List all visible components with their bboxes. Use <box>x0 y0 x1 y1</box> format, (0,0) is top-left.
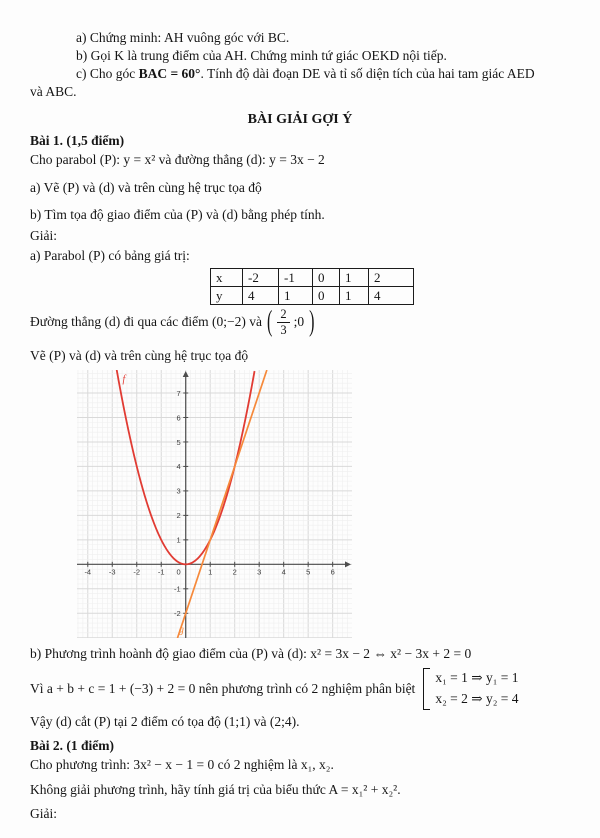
draw-instruction: Vẽ (P) và (d) và trên cùng hệ trục tọa độ <box>30 348 249 363</box>
table-cell: 0 <box>313 287 340 305</box>
fraction-two-thirds <box>277 307 289 338</box>
bai2-given: Cho phương trình: 3x² − x − 1 = 0 có 2 nghiệm là x₁, x₂. <box>30 757 334 772</box>
svg-text:-2: -2 <box>133 567 141 577</box>
svg-text:4: 4 <box>281 567 286 577</box>
svg-text:5: 5 <box>176 437 181 447</box>
table-row-x <box>211 269 414 287</box>
svg-text:-3: -3 <box>108 567 116 577</box>
svg-text:3: 3 <box>257 567 262 577</box>
fraction-numerator: 2 <box>280 307 287 321</box>
svg-text:4: 4 <box>176 462 181 472</box>
problem-line-b <box>76 48 447 64</box>
line-d-prefix: Đường thẳng (d) đi qua các điểm (0;−2) và <box>30 314 262 330</box>
svg-text:2: 2 <box>232 567 237 577</box>
bai1-part-a: a) Vẽ (P) và (d) và trên cùng hệ trục tọa độ <box>30 180 262 195</box>
close-paren: ) <box>309 306 315 339</box>
viete-prefix: Vì a + b + c = 1 + (−3) + 2 = 0 nên phương trình có 2 nghiệm phân biệt <box>30 680 416 696</box>
viete-line <box>30 668 519 710</box>
svg-text:6: 6 <box>176 413 181 423</box>
line-d-points <box>30 307 315 338</box>
svg-text:2: 2 <box>176 511 181 521</box>
solution-system <box>423 668 518 710</box>
svg-text:-2: -2 <box>174 609 181 619</box>
table-cell: 1 <box>279 287 313 305</box>
svg-text:5: 5 <box>306 567 311 577</box>
svg-text:6: 6 <box>330 567 335 577</box>
bai1-part-b: b) Tìm tọa độ giao điểm của (P) và (d) bằng phép tính. <box>30 207 325 222</box>
problem-line-a-text: a) Chứng minh: AH vuông góc với BC. <box>76 30 290 45</box>
value-table-container <box>210 268 414 305</box>
svg-text:1: 1 <box>208 567 213 577</box>
bai1-solve-label: Giải: <box>30 228 57 243</box>
curve-label-g: g <box>178 624 184 636</box>
table-cell: -1 <box>279 269 313 287</box>
bai2-solve-label: Giải: <box>30 806 57 821</box>
system-row-1: x₁ = 1 ⇒ y₁ = 1 <box>435 670 519 685</box>
bai1-title: Bài 1. (1,5 điểm) <box>30 133 125 148</box>
svg-text:0: 0 <box>176 567 181 577</box>
table-cell: 1 <box>340 287 369 305</box>
open-paren: ( <box>267 306 273 339</box>
svg-text:3: 3 <box>176 486 181 496</box>
svg-text:7: 7 <box>176 388 181 398</box>
value-table <box>210 268 414 305</box>
system-row-2: x₂ = 2 ⇒ y₂ = 4 <box>435 690 519 706</box>
bai2-title: Bài 2. (1 điểm) <box>30 738 114 753</box>
bai2-task: Không giải phương trình, hãy tính giá trị của biểu thức A = x₁² + x₂². <box>30 782 401 797</box>
table-row-y <box>211 287 414 305</box>
problem-line-c-cont-text: và ABC. <box>30 84 77 99</box>
table-cell: 1 <box>340 269 369 287</box>
table-cell: 4 <box>243 287 279 305</box>
table-cell: 2 <box>369 269 414 287</box>
problem-line-c-pre: c) Cho góc <box>76 66 139 81</box>
table-cell: 0 <box>313 269 340 287</box>
fraction-denominator: 3 <box>277 322 289 338</box>
svg-text:-1: -1 <box>174 584 181 594</box>
problem-line-b-text: b) Gọi K là trung điểm của AH. Chứng minh tứ giác OEKD nội tiếp. <box>76 48 447 63</box>
problem-line-c-cont <box>30 84 77 100</box>
solution-heading: BÀI GIẢI GỢI Ý <box>247 112 353 127</box>
table-cell: 4 <box>369 287 414 305</box>
angle-value: BAC = 60° <box>138 66 201 81</box>
table-cell: y <box>211 287 243 305</box>
part-b-solution: b) Phương trình hoành độ giao điểm của (P) và (d): x² = 3x − 2 ⇔ x² − 3x + 2 = 0 <box>30 646 472 661</box>
table-cell: -2 <box>243 269 279 287</box>
bai1-conclusion: Vậy (d) cắt (P) tại 2 điểm có tọa độ (1;1) và (2;4). <box>30 714 300 729</box>
graph-svg <box>77 370 352 638</box>
bai1-given: Cho parabol (P): y = x² và đường thẳng (d): y = 3x − 2 <box>30 152 325 167</box>
problem-line-c <box>76 66 535 82</box>
svg-text:-1: -1 <box>157 567 165 577</box>
table-cell: x <box>211 269 243 287</box>
problem-line-c-post: . Tính độ dài đoạn DE và tỉ số diện tích của hai tam giác AED <box>200 66 535 81</box>
fraction-suffix: ;0 <box>293 314 305 330</box>
table-intro: a) Parabol (P) có bảng giá trị: <box>30 248 190 263</box>
coordinate-graph <box>77 370 352 638</box>
curve-label-f: f <box>122 373 126 385</box>
svg-text:-4: -4 <box>84 567 92 577</box>
svg-text:1: 1 <box>176 535 181 545</box>
problem-line-a <box>76 30 289 46</box>
left-bracket <box>423 668 430 710</box>
